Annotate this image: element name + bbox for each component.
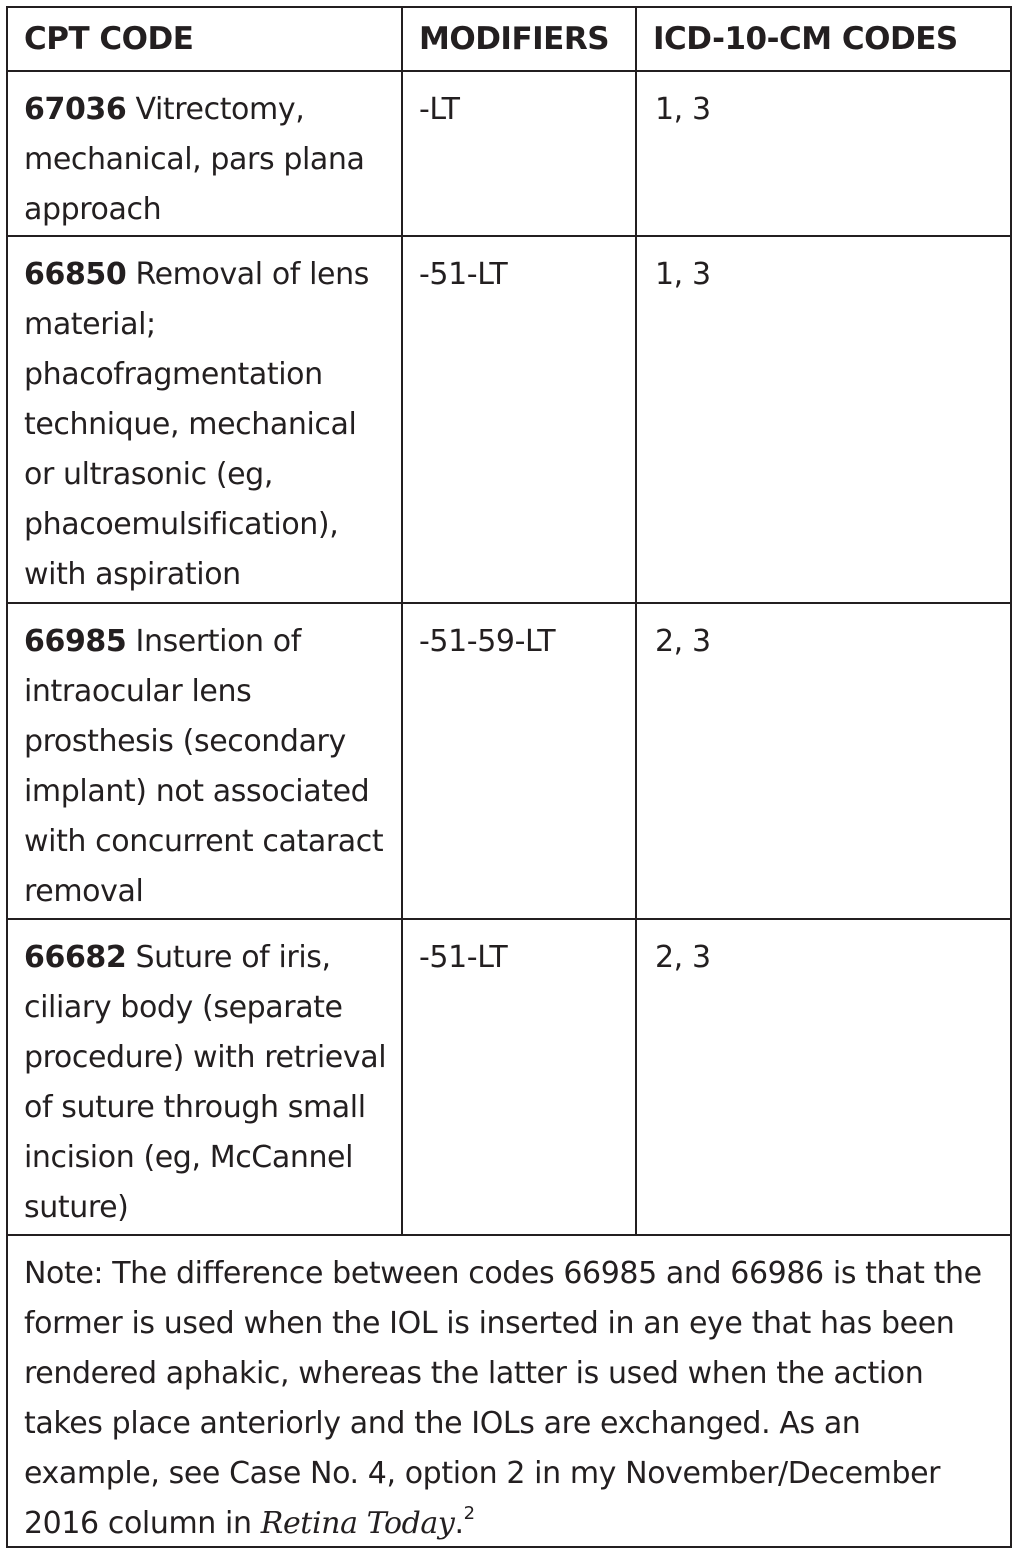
table-row bbox=[8, 71, 1010, 236]
cpt-code: 67036 bbox=[24, 92, 127, 127]
reference-superscript: 2 bbox=[463, 1503, 475, 1524]
publication-title: Retina Today bbox=[260, 1506, 455, 1541]
cpt-code-cell bbox=[8, 603, 402, 919]
cpt-description: Removal of lens material; phacofragmentation technique, mechanical or ultrasonic (eg, phacoemulsification), with aspiration bbox=[24, 257, 369, 592]
cpt-description: Vitrectomy, mechanical, pars plana approach bbox=[24, 92, 365, 227]
cpt-code-cell bbox=[8, 236, 402, 603]
cpt-code: 66682 bbox=[24, 940, 127, 975]
table-row bbox=[8, 236, 1010, 603]
modifiers-cell: -51-LT bbox=[402, 919, 636, 1235]
header-modifiers: MODIFIERS bbox=[402, 8, 636, 71]
icd-codes-cell: 2, 3 bbox=[636, 603, 1010, 919]
icd-codes-cell: 1, 3 bbox=[636, 236, 1010, 603]
modifiers-cell: -LT bbox=[402, 71, 636, 236]
header-cpt-code: CPT CODE bbox=[8, 8, 402, 71]
cpt-code: 66985 bbox=[24, 624, 127, 659]
cpt-code-cell bbox=[8, 71, 402, 236]
note-text: Note: The difference between codes 66985 and 66986 is that the former is used when the IOL is inserted in an eye that has been rendered aphakic, whereas the latter is used when the action takes place anteriorly and the IOLs are exchanged. As an example, see Case No. 4, option 2 in my November/December 2016 column in bbox=[24, 1256, 982, 1541]
cpt-description: Suture of iris, ciliary body (separate procedure) with retrieval of suture through small incision (eg, McCannel suture) bbox=[24, 940, 387, 1225]
modifiers-cell: -51-59-LT bbox=[402, 603, 636, 919]
note-end-punct: . bbox=[454, 1506, 464, 1541]
cpt-code-cell bbox=[8, 919, 402, 1235]
table-footnote bbox=[8, 1236, 1010, 1549]
modifiers-cell: -51-LT bbox=[402, 236, 636, 603]
header-icd-codes: ICD-10-CM CODES bbox=[636, 8, 1010, 71]
table-header-row bbox=[8, 8, 1010, 71]
icd-codes-cell: 2, 3 bbox=[636, 919, 1010, 1235]
coding-table-panel bbox=[6, 6, 1012, 1548]
table-row bbox=[8, 919, 1010, 1235]
cpt-code: 66850 bbox=[24, 257, 127, 292]
table-row bbox=[8, 603, 1010, 919]
cpt-description: Insertion of intraocular lens prosthesis (secondary implant) not associated with concurrent cataract removal bbox=[24, 624, 384, 909]
cpt-coding-table bbox=[8, 8, 1010, 1236]
icd-codes-cell: 1, 3 bbox=[636, 71, 1010, 236]
